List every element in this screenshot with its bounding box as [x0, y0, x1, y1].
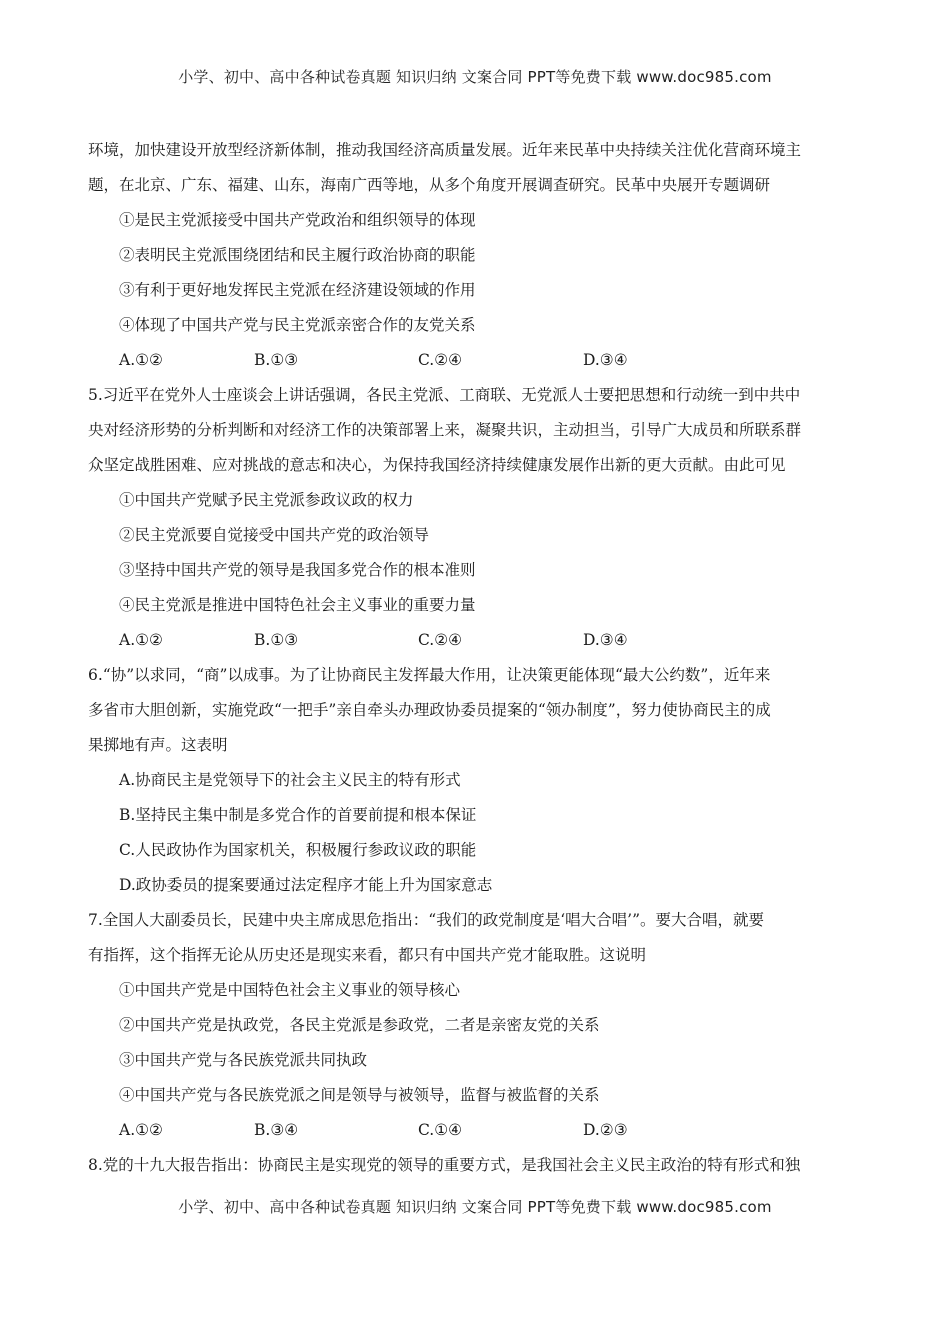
question-5 — [88, 378, 864, 658]
option-3: ③有利于更好地发挥民主党派在经济建设领域的作用 — [119, 281, 476, 299]
option-4: ④中国共产党与各民族党派之间是领导与被领导，监督与被监督的关系 — [119, 1086, 600, 1104]
answer-choices — [88, 343, 864, 378]
option-2: ②民主党派要自觉接受中国共产党的政治领导 — [119, 526, 430, 544]
option-b: B.坚持民主集中制是多党合作的首要前提和根本保证 — [119, 806, 477, 824]
question-4 — [88, 133, 864, 378]
option-2: ②表明民主党派围绕团结和民主履行政治协商的职能 — [119, 246, 476, 264]
option-4: ④体现了中国共产党与民主党派亲密合作的友党关系 — [119, 316, 476, 334]
question-7 — [88, 903, 864, 1148]
answer-c: C.①④ — [418, 1121, 463, 1139]
answer-choices — [88, 1113, 864, 1148]
question-stem-line: 5.习近平在党外人士座谈会上讲话强调，各民主党派、工商联、无党派人士要把思想和行动统一到中共中 — [88, 386, 801, 404]
answer-b: B.③④ — [254, 1121, 299, 1139]
question-stem-line: 7.全国人大副委员长，民建中央主席成思危指出：“我们的政党制度是‘唱大合唱’”。要大合唱，就要 — [88, 911, 764, 929]
option-c: C.人民政协作为国家机关，积极履行参政议政的职能 — [119, 841, 477, 859]
question-stem-line: 环境，加快建设开放型经济新体制，推动我国经济高质量发展。近年来民革中央持续关注优化营商环境主 — [88, 141, 802, 159]
document-body — [88, 133, 864, 1183]
option-1: ①是民主党派接受中国共产党政治和组织领导的体现 — [119, 211, 476, 229]
answer-choices — [88, 623, 864, 658]
answer-d: D.③④ — [583, 631, 628, 649]
question-stem-line: 题，在北京、广东、福建、山东，海南广西等地，从多个角度开展调查研究。民革中央展开专题调研 — [88, 176, 771, 194]
question-stem-line: 众坚定战胜困难、应对挑战的意志和决心，为保持我国经济持续健康发展作出新的更大贡献。由此可见 — [88, 456, 786, 474]
question-8 — [88, 1148, 864, 1183]
question-stem-line: 8.党的十九大报告指出：协商民主是实现党的领导的重要方式，是我国社会主义民主政治的特有形式和独 — [88, 1156, 801, 1174]
answer-a: A.①② — [119, 351, 163, 369]
question-stem-line: 多省市大胆创新，实施党政“一把手”亲自牵头办理政协委员提案的“领办制度”，努力使协商民主的成 — [88, 701, 771, 719]
answer-d: D.③④ — [583, 351, 628, 369]
option-a: A.协商民主是党领导下的社会主义民主的特有形式 — [119, 771, 461, 789]
option-3: ③坚持中国共产党的领导是我国多党合作的根本准则 — [119, 561, 476, 579]
option-d: D.政协委员的提案要通过法定程序才能上升为国家意志 — [119, 876, 493, 894]
option-1: ①中国共产党是中国特色社会主义事业的领导核心 — [119, 981, 461, 999]
question-stem-line: 有指挥，这个指挥无论从历史还是现实来看，都只有中国共产党才能取胜。这说明 — [88, 946, 647, 964]
footer-banner: 小学、初中、高中各种试卷真题 知识归纳 文案合同 PPT等免费下载 www.doc985.com — [178, 1198, 772, 1216]
option-4: ④民主党派是推进中国特色社会主义事业的重要力量 — [119, 596, 476, 614]
option-3: ③中国共产党与各民族党派共同执政 — [119, 1051, 368, 1069]
header-banner: 小学、初中、高中各种试卷真题 知识归纳 文案合同 PPT等免费下载 www.doc985.com — [178, 68, 772, 86]
question-stem-line: 果掷地有声。这表明 — [88, 736, 228, 754]
answer-b: B.①③ — [254, 351, 299, 369]
question-stem-line: 央对经济形势的分析判断和对经济工作的决策部署上来，凝聚共识，主动担当，引导广大成员和所联系群 — [88, 421, 802, 439]
answer-d: D.②③ — [583, 1121, 628, 1139]
answer-a: A.①② — [119, 1121, 163, 1139]
answer-a: A.①② — [119, 631, 163, 649]
answer-b: B.①③ — [254, 631, 299, 649]
option-2: ②中国共产党是执政党，各民主党派是参政党，二者是亲密友党的关系 — [119, 1016, 600, 1034]
question-6 — [88, 658, 864, 903]
answer-c: C.②④ — [418, 631, 463, 649]
option-1: ①中国共产党赋予民主党派参政议政的权力 — [119, 491, 414, 509]
question-stem-line: 6.“协”以求同，“商”以成事。为了让协商民主发挥最大作用，让决策更能体现“最大公约数”，近年来 — [88, 666, 771, 684]
answer-c: C.②④ — [418, 351, 463, 369]
